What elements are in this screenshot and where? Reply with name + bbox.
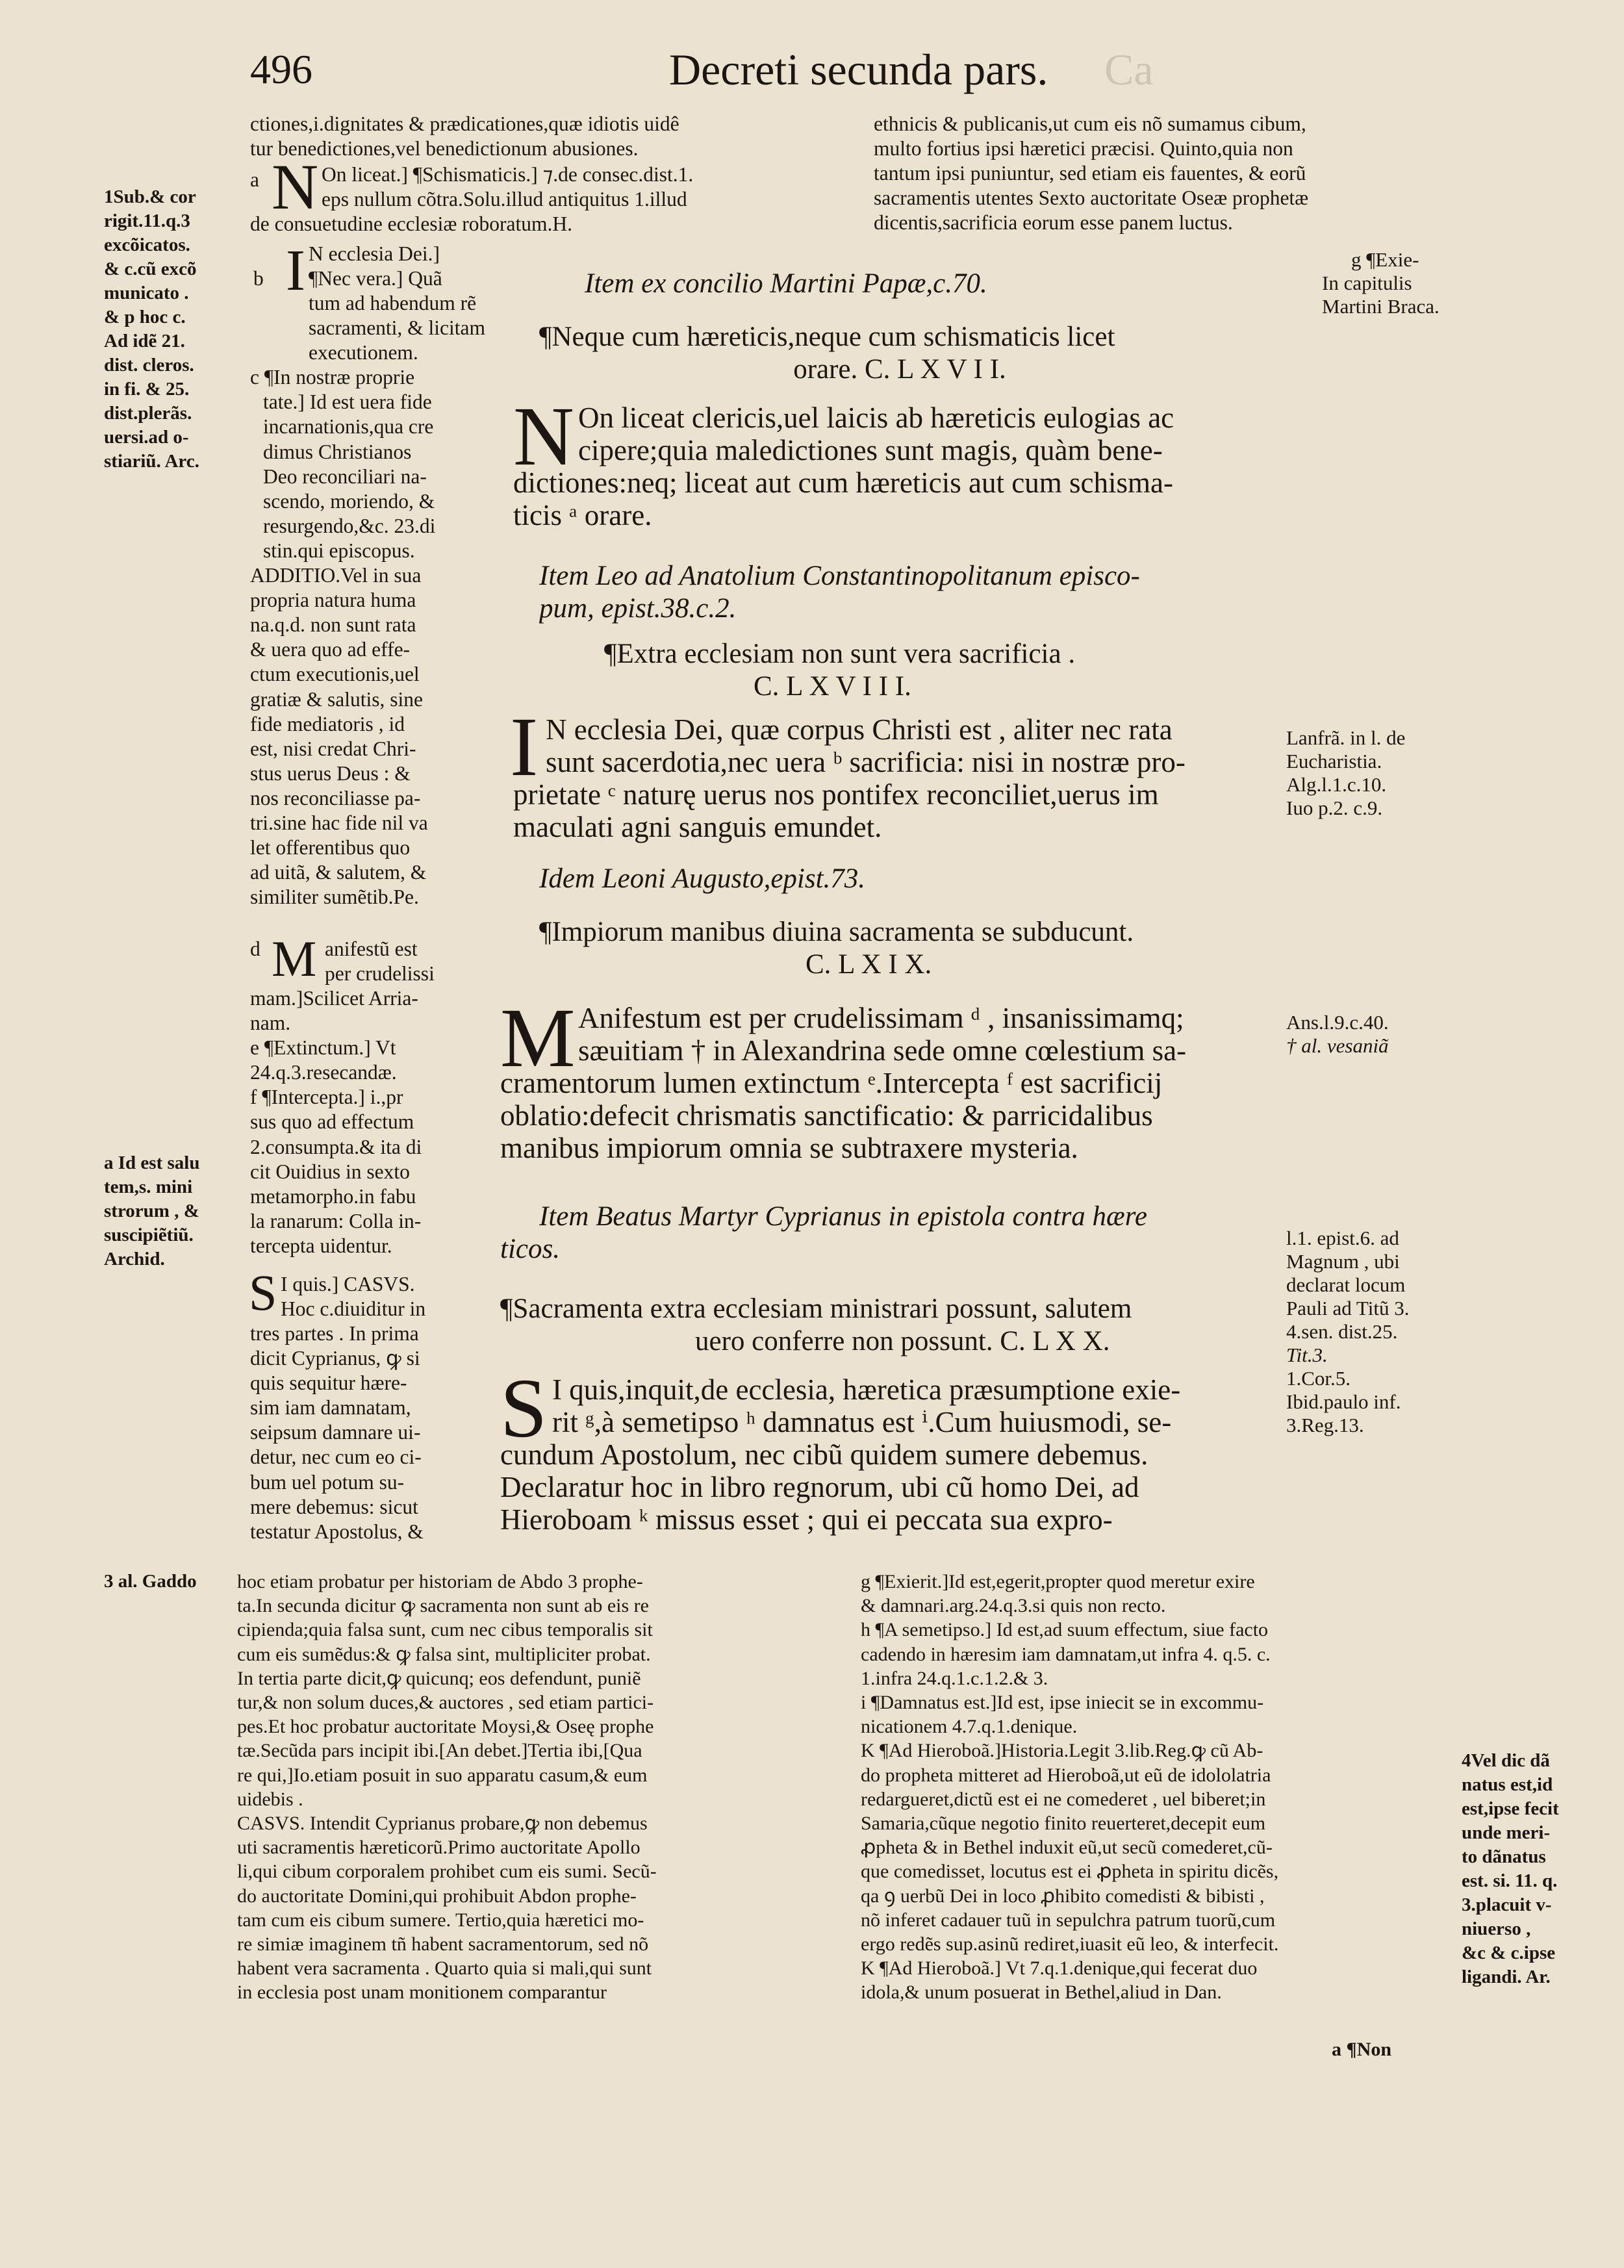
margin-line: to dãnatus [1462, 1846, 1546, 1867]
drop-cap-n-gloss: N [272, 151, 319, 223]
gloss-letter-a: a [250, 168, 259, 191]
right-margin-ref [1286, 1011, 1475, 1058]
gloss-line: ctum executionis,uel [250, 663, 420, 686]
summary-line: ¶Extra ecclesiam non sunt vera sacrificia . [604, 639, 1076, 669]
text-line: manibus impiorum omnia se subtraxere mysteria. [500, 1132, 1078, 1164]
margin-line: g ¶Exie- [1351, 248, 1419, 271]
gloss-line: tam cum eis cibum sumere. Tertio,quia hæretici mo- [237, 1909, 644, 1931]
margin-line: suscipiẽtiũ. [104, 1225, 194, 1245]
margin-line: est. si. 11. q. [1462, 1870, 1558, 1891]
margin-line: est,ipse fecit [1462, 1798, 1559, 1819]
margin-line: &c & c.ipse [1462, 1943, 1556, 1963]
gloss-line: la ranarum: Colla in- [250, 1209, 422, 1232]
margin-line: Tit.3. [1286, 1344, 1328, 1366]
gloss-letter-b: b [253, 267, 264, 290]
canon-summary [604, 638, 1189, 703]
top-gloss-left-b [322, 162, 854, 212]
gloss-line: dimus Christianos [263, 440, 412, 463]
margin-line: rigit.11.q.3 [104, 210, 190, 231]
gloss-line: ꝓpheta & in Bethel induxit eũ,ut secũ comederet,cũ- [861, 1837, 1273, 1859]
margin-line: declarat locum [1286, 1273, 1406, 1296]
margin-line: a Id est salu [104, 1153, 200, 1173]
heading-line: pum, epist.38.c.2. [539, 593, 737, 624]
gloss-line: tum ad habendum rẽ [309, 292, 477, 314]
gloss-line: idola,& unum posuerat in Bethel,aliud in Dan. [861, 1981, 1222, 2004]
margin-line: 4.sen. dist.25. [1286, 1320, 1398, 1343]
gloss-line: nam. [250, 1012, 291, 1035]
gloss-line: bum uel potum su- [250, 1470, 405, 1494]
gloss-line: f ¶Intercepta.] i.,pr [250, 1086, 403, 1109]
gloss-line: scendo, moriendo, & [263, 489, 435, 513]
gloss-line: in ecclesia post unam monitionem comparantur [237, 1981, 607, 2004]
margin-line: excõicatos. [104, 235, 190, 255]
text-line: maculati agni sanguis emundet. [513, 811, 882, 843]
gloss-line: 2.consumpta.& ita di [250, 1135, 422, 1158]
text-line: cundum Apostolum, nec cibũ quidem sumere debemus. [500, 1438, 1148, 1471]
margin-line: Pauli ad Titũ 3. [1286, 1297, 1410, 1319]
gloss-line: ¶Nec vera.] Quã [309, 267, 442, 290]
drop-cap-i-main: I [510, 700, 539, 794]
gloss-line: dicentis,sacrificia eorum esse panem luctus. [874, 211, 1233, 235]
section-heading: Idem Leoni Augusto,epist.73. [539, 863, 866, 894]
gloss-line: de consuetudine ecclesiæ roboratum.H. [250, 212, 572, 235]
gloss-line: li,qui cibum corporalem prohibet cum eis sumi. Secũ- [237, 1861, 657, 1883]
drop-cap-s-main: S [500, 1362, 548, 1455]
text-line: Declaratur hoc in libro regnorum, ubi cũ homo Dei, ad [500, 1471, 1139, 1503]
canon-summary [539, 321, 1260, 386]
gloss-line: stus uerus Deus : & [250, 761, 411, 785]
gloss-line: cadendo in hæresim iam damnatam,ut infra 4. q.5. c. [861, 1643, 1271, 1665]
left-margin-note-gaddo: 3 al. Gaddo [104, 1571, 197, 1592]
text-line: Anifestum est per crudelissimam ᵈ , insanissimamq; [578, 1002, 1184, 1034]
text-line: sæuitiam † in Alexandrina sede omne cœlestium sa- [578, 1034, 1187, 1067]
margin-line: uersi.ad o- [104, 427, 189, 448]
gloss-line: & uera quo ad effe- [250, 638, 411, 661]
gloss-line: 1.infra 24.q.1.c.1.2.& 3. [861, 1667, 1048, 1689]
bottom-gloss-left [237, 1570, 841, 2005]
drop-cap-n-main: N [513, 390, 574, 483]
summary-line: C. L X I X. [806, 949, 932, 980]
gloss-column-d2 [250, 986, 529, 1258]
margin-line: l.1. epist.6. ad [1286, 1227, 1399, 1249]
margin-line: ligandi. Ar. [1462, 1967, 1551, 1987]
margin-line: unde meri- [1462, 1822, 1551, 1843]
gloss-line: na.q.d. non sunt rata [250, 613, 416, 637]
gloss-line: testatur Apostolus, & [250, 1520, 424, 1543]
gloss-line: tate.] Id est uera fide [263, 390, 432, 414]
gloss-line: h ¶A semetipso.] Id est,ad suum effectum, siue facto [861, 1619, 1269, 1641]
margin-line: Ans.l.9.c.40. [1286, 1011, 1389, 1034]
gloss-line: i ¶Damnatus est.]Id est, ipse iniecit se in excommu- [861, 1692, 1264, 1714]
text-line: N ecclesia Dei, quæ corpus Christi est , aliter nec rata [546, 713, 1173, 746]
section-heading [539, 560, 1273, 625]
gloss-line: ta.In secunda dicitur ꝙ sacramenta non sunt ab eis re [237, 1595, 649, 1617]
summary-line: ¶Neque cum hæreticis,neque cum schismaticis licet [539, 322, 1115, 352]
heading-line: Item Beatus Martyr Cyprianus in epistola contra hære [539, 1201, 1147, 1232]
gloss-line: dicit Cyprianus, ꝙ si [250, 1347, 420, 1370]
summary-line: orare. C. L X V I I. [793, 354, 1006, 385]
text-line: oblatio:defecit chrismatis sanctificatio: & parricidalibus [500, 1099, 1153, 1132]
margin-line: municato . [104, 283, 189, 303]
text-line: rit ᵍ,à semetipso ʰ damnatus est ⁱ.Cum huiusmodi, se- [552, 1406, 1172, 1438]
drop-cap-i-gloss: I [286, 238, 305, 303]
canon-text [513, 713, 1267, 843]
gloss-line: fide mediatoris , id [250, 712, 405, 735]
right-margin-note-g [1322, 248, 1471, 318]
gloss-line: metamorpho.in fabu [250, 1184, 416, 1208]
margin-line: stiariũ. Arc. [104, 451, 199, 472]
gloss-line: tantum ipsi puniuntur, sed etiam eis fauentes, & eorũ [874, 162, 1306, 185]
gloss-line: pes.Et hoc probatur auctoritate Moysi,& Oseę prophe [237, 1716, 654, 1738]
heading-line: ticos. [500, 1234, 560, 1264]
gloss-line: stin.qui episcopus. [263, 539, 415, 562]
summary-line: C. L X V I I I. [754, 671, 911, 702]
drop-cap-m-main: M [500, 991, 576, 1085]
margin-line: 4Vel dic dã [1462, 1750, 1550, 1771]
summary-line: ¶Impiorum manibus diuina sacramenta se subducunt. [539, 917, 1134, 947]
gloss-line: hoc etiam probatur per historiam de Abdo 3 prophe- [237, 1571, 643, 1592]
gloss-line: sim iam damnatam, [250, 1396, 411, 1420]
margin-line: Ibid.paulo inf. [1286, 1390, 1401, 1413]
gloss-column [250, 291, 529, 910]
gloss-line: On liceat.] ¶Schismaticis.] ⁊.de consec.dist.1. [322, 163, 694, 186]
gloss-line: propria natura huma [250, 589, 416, 612]
text-line: prietate ᶜ naturę uerus nos pontifex reconciliet,uerus im [513, 778, 1159, 811]
bottom-gloss-right [861, 1570, 1458, 2005]
gloss-line: detur, nec cum eo ci- [250, 1446, 422, 1469]
gloss-line: Samaria,cũque negotio finito reuerteret,decepit eum [861, 1813, 1266, 1835]
text-line: Hieroboam ᵏ missus esset ; qui ei peccata sua expro- [500, 1503, 1113, 1536]
gloss-line: K ¶Ad Hieroboã.] Vt 7.q.1.denique,qui fecerat duo [861, 1957, 1258, 1980]
margin-line: Alg.l.1.c.10. [1286, 773, 1387, 796]
margin-line: Lanfrã. in l. de [1286, 726, 1406, 749]
bleed-through-text: Ca [1104, 45, 1154, 94]
gloss-line: similiter sumẽtib.Pe. [250, 886, 419, 909]
gloss-line: ethnicis & publicanis,ut cum eis nõ sumamus cibum, [874, 112, 1306, 135]
gloss-line: anifestũ est [325, 937, 418, 960]
top-gloss-left-b3 [250, 212, 854, 236]
summary-line: ¶Sacramenta extra ecclesiam ministrari possunt, salutem [500, 1293, 1132, 1324]
running-title: Decreti secunda pars. [669, 45, 1048, 94]
gloss-line: ad uitã, & salutem, & [250, 861, 427, 884]
gloss-line: incarnationis,qua cre [263, 415, 434, 439]
left-margin-note [104, 185, 242, 474]
margin-line: niuerso , [1462, 1918, 1531, 1939]
margin-line: dist. cleros. [104, 355, 194, 376]
gloss-line: resurgendo,&c. 23.di [263, 514, 436, 537]
margin-line: Archid. [104, 1249, 165, 1269]
gloss-line: eps nullum cõtra.Solu.illud antiquitus 1.illud [322, 188, 687, 211]
gloss-line: re simiæ imaginem tñ habent sacramentorum, sed nõ [237, 1933, 649, 1956]
top-gloss-right [874, 112, 1458, 235]
summary-line: uero conferre non possunt. C. L X X. [695, 1326, 1110, 1357]
gloss-line: sacramenti, & licitam [309, 316, 486, 340]
drop-cap-m-gloss: M [272, 930, 317, 987]
gloss-line: cum eis sumẽdus:& ꝙ falsa sint, multipliciter probat. [237, 1643, 651, 1665]
gloss-line: 24.q.3.resecandæ. [250, 1061, 397, 1084]
gloss-line: CASVS. Intendit Cyprianus probare,ꝙ non debemus [237, 1813, 648, 1835]
margin-line: Martini Braca. [1322, 295, 1440, 318]
gloss-line: per crudelissi [325, 962, 435, 986]
heading-line: Item Leo ad Anatolium Constantinopolitanum episco- [539, 561, 1140, 591]
margin-line: 1Sub.& cor [104, 186, 196, 207]
canon-text [513, 401, 1267, 531]
canon-text [500, 1002, 1267, 1164]
gloss-line: do auctoritate Domini,qui prohibuit Abdon prophe- [237, 1885, 637, 1907]
gloss-line: mam.]Scilicet Arria- [250, 987, 418, 1010]
text-line: ticis ᵃ orare. [513, 499, 652, 531]
canon-text [500, 1373, 1267, 1536]
gloss-line: Deo reconciliari na- [263, 465, 427, 488]
left-margin-note-a [104, 1151, 242, 1271]
margin-line: † al. vesaniã [1286, 1034, 1389, 1057]
gloss-letter-d: d [250, 937, 260, 960]
text-line: sunt sacerdotia,nec uera ᵇ sacrificia: nisi in nostræ pro- [546, 746, 1186, 778]
margin-line: 1.Cor.5. [1286, 1367, 1351, 1390]
gloss-line: nõ inferet cadauer tuũ in sepulchra patrum tuorũ,cum [861, 1909, 1276, 1931]
gloss-line: gratiæ & salutis, sine [250, 687, 423, 711]
text-line: I quis,inquit,de ecclesia, hæretica præsumptione exie- [552, 1373, 1181, 1406]
gloss-line: & damnari.arg.24.q.3.si quis non recto. [861, 1595, 1166, 1617]
gloss-line: In tertia parte dicit,ꝙ quicunq; eos defendunt, puniẽ [237, 1667, 641, 1689]
gloss-line: Hoc c.diuiditur in [281, 1297, 426, 1321]
margin-line: & p hoc c. [104, 307, 186, 327]
margin-line: in fi. & 25. [104, 379, 190, 400]
right-margin-ref [1286, 726, 1475, 820]
right-margin-ref [1286, 1227, 1475, 1437]
margin-line: & c.cũ excõ [104, 259, 197, 279]
margin-line: natus est,id [1462, 1774, 1553, 1795]
gloss-line: tæ.Secũda pars incipit ibi.[An debet.]Tertia ibi,[Qua [237, 1740, 642, 1762]
margin-line: Eucharistia. [1286, 750, 1382, 772]
gloss-line: let offerentibus quo [250, 836, 411, 860]
gloss-line: est, nisi credat Chri- [250, 737, 416, 760]
gloss-column-s [281, 1272, 527, 1321]
margin-line: Iuo p.2. c.9. [1286, 796, 1383, 819]
gloss-line: I quis.] CASVS. [281, 1273, 415, 1295]
catchword: a ¶Non [1332, 2039, 1392, 2060]
gloss-line: e ¶Extinctum.] Vt [250, 1036, 396, 1060]
section-heading [500, 1201, 1267, 1266]
margin-line: strorum , & [104, 1201, 199, 1221]
section-heading: Item ex concilio Martini Papæ,c.70. [585, 268, 987, 299]
gloss-line: mere debemus: sicut [250, 1495, 418, 1518]
drop-cap-s-gloss: S [249, 1264, 277, 1321]
gloss-line: que comedisset, locutus est ei ꝓpheta in spiritu dicẽs, [861, 1861, 1279, 1883]
gloss-line: tur,& non solum duces,& auctores , sed etiam partici- [237, 1692, 654, 1714]
gloss-line: tri.sine hac fide nil va [250, 811, 428, 834]
text-line: dictiones:neq; liceat aut cum hæreticis aut cum schisma- [513, 466, 1173, 499]
margin-line: In capitulis [1322, 272, 1412, 294]
gloss-line: nicationem 4.7.q.1.denique. [861, 1716, 1078, 1738]
right-margin-note-4 [1462, 1749, 1618, 1989]
gloss-column-d [325, 937, 526, 986]
gloss-line: tres partes . In prima [250, 1322, 419, 1345]
gloss-line: cipienda;quia falsa sunt, cum nec cibus temporalis sit [237, 1619, 653, 1641]
gloss-line: executionem. [309, 341, 418, 364]
margin-line: Ad idẽ 21. [104, 331, 185, 351]
gloss-line: c ¶In nostræ proprie [250, 366, 415, 389]
gloss-line: habent vera sacramenta . Quarto quia si mali,qui sunt [237, 1957, 652, 1980]
gloss-line: multo fortius ipsi hæretici præcisi. Quinto,quia non [874, 137, 1293, 160]
gloss-line: N ecclesia Dei.] [309, 242, 440, 265]
margin-line: dist.plerãs. [104, 403, 192, 424]
canon-summary [500, 1293, 1267, 1358]
gloss-line: ctiones,i.dignitates & prædicationes,quæ idiotis uidê [250, 112, 679, 135]
text-line: cramentorum lumen extinctum ᵉ.Intercepta ᶠ est sacrificij [500, 1067, 1163, 1099]
gloss-line: uti sacramentis hæreticorũ.Primo auctoritate Apollo [237, 1837, 641, 1859]
margin-line: Magnum , ubi [1286, 1250, 1400, 1273]
gloss-line: g ¶Exierit.]Id est,egerit,propter quod meretur exire [861, 1571, 1255, 1592]
text-line: On liceat clericis,uel laicis ab hæreticis eulogias ac [578, 401, 1174, 434]
gloss-line: ADDITIO.Vel in sua [250, 564, 422, 587]
gloss-line: K ¶Ad Hieroboã.]Historia.Legit 3.lib.Reg.ꝙ cũ Ab- [861, 1740, 1263, 1762]
margin-line: 3.placuit v- [1462, 1894, 1552, 1915]
gloss-line: quis sequitur hære- [250, 1371, 407, 1395]
gloss-line: redargueret,dictũ est ei ne comederet , uel biberet;in [861, 1788, 1266, 1810]
margin-line: 3.Reg.13. [1286, 1414, 1364, 1436]
gloss-line: tur benedictiones,vel benedictionum abusiones. [250, 137, 639, 160]
gloss-line: qa ꝯ uerbũ Dei in loco ꝓhibito comedisti & bibisti , [861, 1885, 1265, 1907]
margin-line: tem,s. mini [104, 1177, 193, 1197]
text-line: cipere;quia maledictiones sunt magis, quàm bene- [578, 434, 1163, 466]
gloss-line: sus quo ad effectum [250, 1110, 414, 1134]
gloss-line: do propheta mitteret ad Hieroboã,ut eũ de idololatria [861, 1764, 1271, 1786]
canon-summary [539, 916, 1267, 981]
gloss-column-s2 [250, 1321, 529, 1544]
gloss-line: ergo redẽs sup.asinũ rediret,iuasit eũ leo, & interfecit. [861, 1933, 1279, 1956]
page-number: 496 [250, 46, 312, 92]
gloss-line: sacramentis utentes Sexto auctoritate Oseæ prophetæ [874, 186, 1309, 210]
gloss-line: seipsum damnare ui- [250, 1421, 421, 1444]
top-gloss-left [250, 112, 854, 161]
gloss-column-head [309, 242, 523, 291]
gloss-line: tercepta uidentur. [250, 1234, 392, 1257]
gloss-line: uidebis . [237, 1788, 303, 1810]
gloss-line: nos reconciliasse pa- [250, 786, 421, 809]
gloss-line: cit Ouidius in sexto [250, 1160, 410, 1183]
gloss-line: re qui,]Io.etiam posuit in suo apparatu casum,& eum [237, 1764, 648, 1786]
